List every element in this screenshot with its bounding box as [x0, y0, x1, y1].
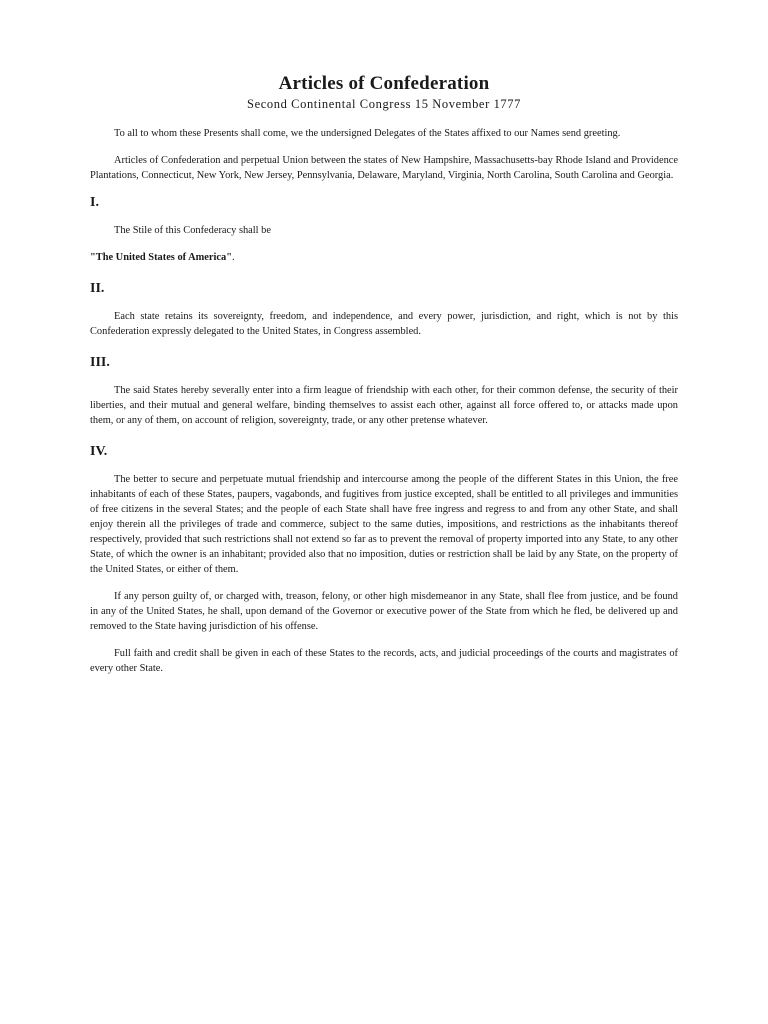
confederacy-name-suffix: .: [231, 252, 235, 263]
article-paragraph: The Stile of this Confederacy shall be: [114, 225, 271, 236]
confederacy-name: [90, 250, 678, 265]
article-heading: III.: [90, 355, 110, 370]
intro-paragraph: Articles of Confederation and perpetual Union between the states of New Hampshire, Massachusetts-bay Rhode Island and Providence Plantations, Connecticut, New York, New Jersey, Pennsylvania, Delaware, Maryland, Virginia, North Carolina, South Carolina and Georgia.: [90, 155, 678, 181]
article-paragraph: If any person guilty of, or charged with, treason, felony, or other high misdemeanor in any State, shall flee from justice, and be found in any of the United States, he shall, upon demand of the Governor or executive power of the State from which he fled, be delivered up and removed to the State having jurisdiction of his offense.: [90, 591, 678, 632]
document-title: Articles of Confederation: [278, 73, 490, 94]
article-heading: I.: [90, 195, 99, 210]
document-subtitle: Second Continental Congress 15 November 1777: [247, 97, 521, 111]
article-heading: IV.: [90, 444, 108, 459]
article-paragraph: The better to secure and perpetuate mutual friendship and intercourse among the people of the different States in this Union, the free inhabitants of each of these States, paupers, vagabonds, and fugitives from justice excepted, shall be entitled to all privileges and immunities of free citizens in the several States; and the people of each State shall have free ingress and regress to and from any other State, and shall enjoy therein all the privileges of trade and commerce, subject to the same duties, impositions, and restrictions as the inhabitants thereof respectively, provided that such restrictions shall not extend so far as to prevent the removal of property imported into any State, to any other State, of which the owner is an inhabitant; provided also that no imposition, duties or restriction shall be laid by any State, on the property of the United States, or either of them.: [90, 474, 678, 575]
article-paragraph: The said States hereby severally enter into a firm league of friendship with each other, for their common defense, the security of their liberties, and their mutual and general welfare, binding themselves to assist each other, against all force offered to, or attacks made upon them, or any of them, on account of religion, sovereignty, trade, or any other pretense whatever.: [90, 385, 678, 426]
article-heading: II.: [90, 281, 105, 296]
article-paragraph: Each state retains its sovereignty, freedom, and independence, and every power, jurisdiction, and right, which is not by this Confederation expressly delegated to the United States, in Congress assembled.: [90, 311, 678, 337]
document-page: [90, 72, 678, 688]
intro-paragraph: To all to whom these Presents shall come, we the undersigned Delegates of the States affixed to our Names send greeting.: [114, 128, 621, 139]
article-paragraph: Full faith and credit shall be given in each of these States to the records, acts, and judicial proceedings of the courts and magistrates of every other State.: [90, 648, 678, 674]
confederacy-name-text: "The United States of America": [90, 252, 232, 263]
